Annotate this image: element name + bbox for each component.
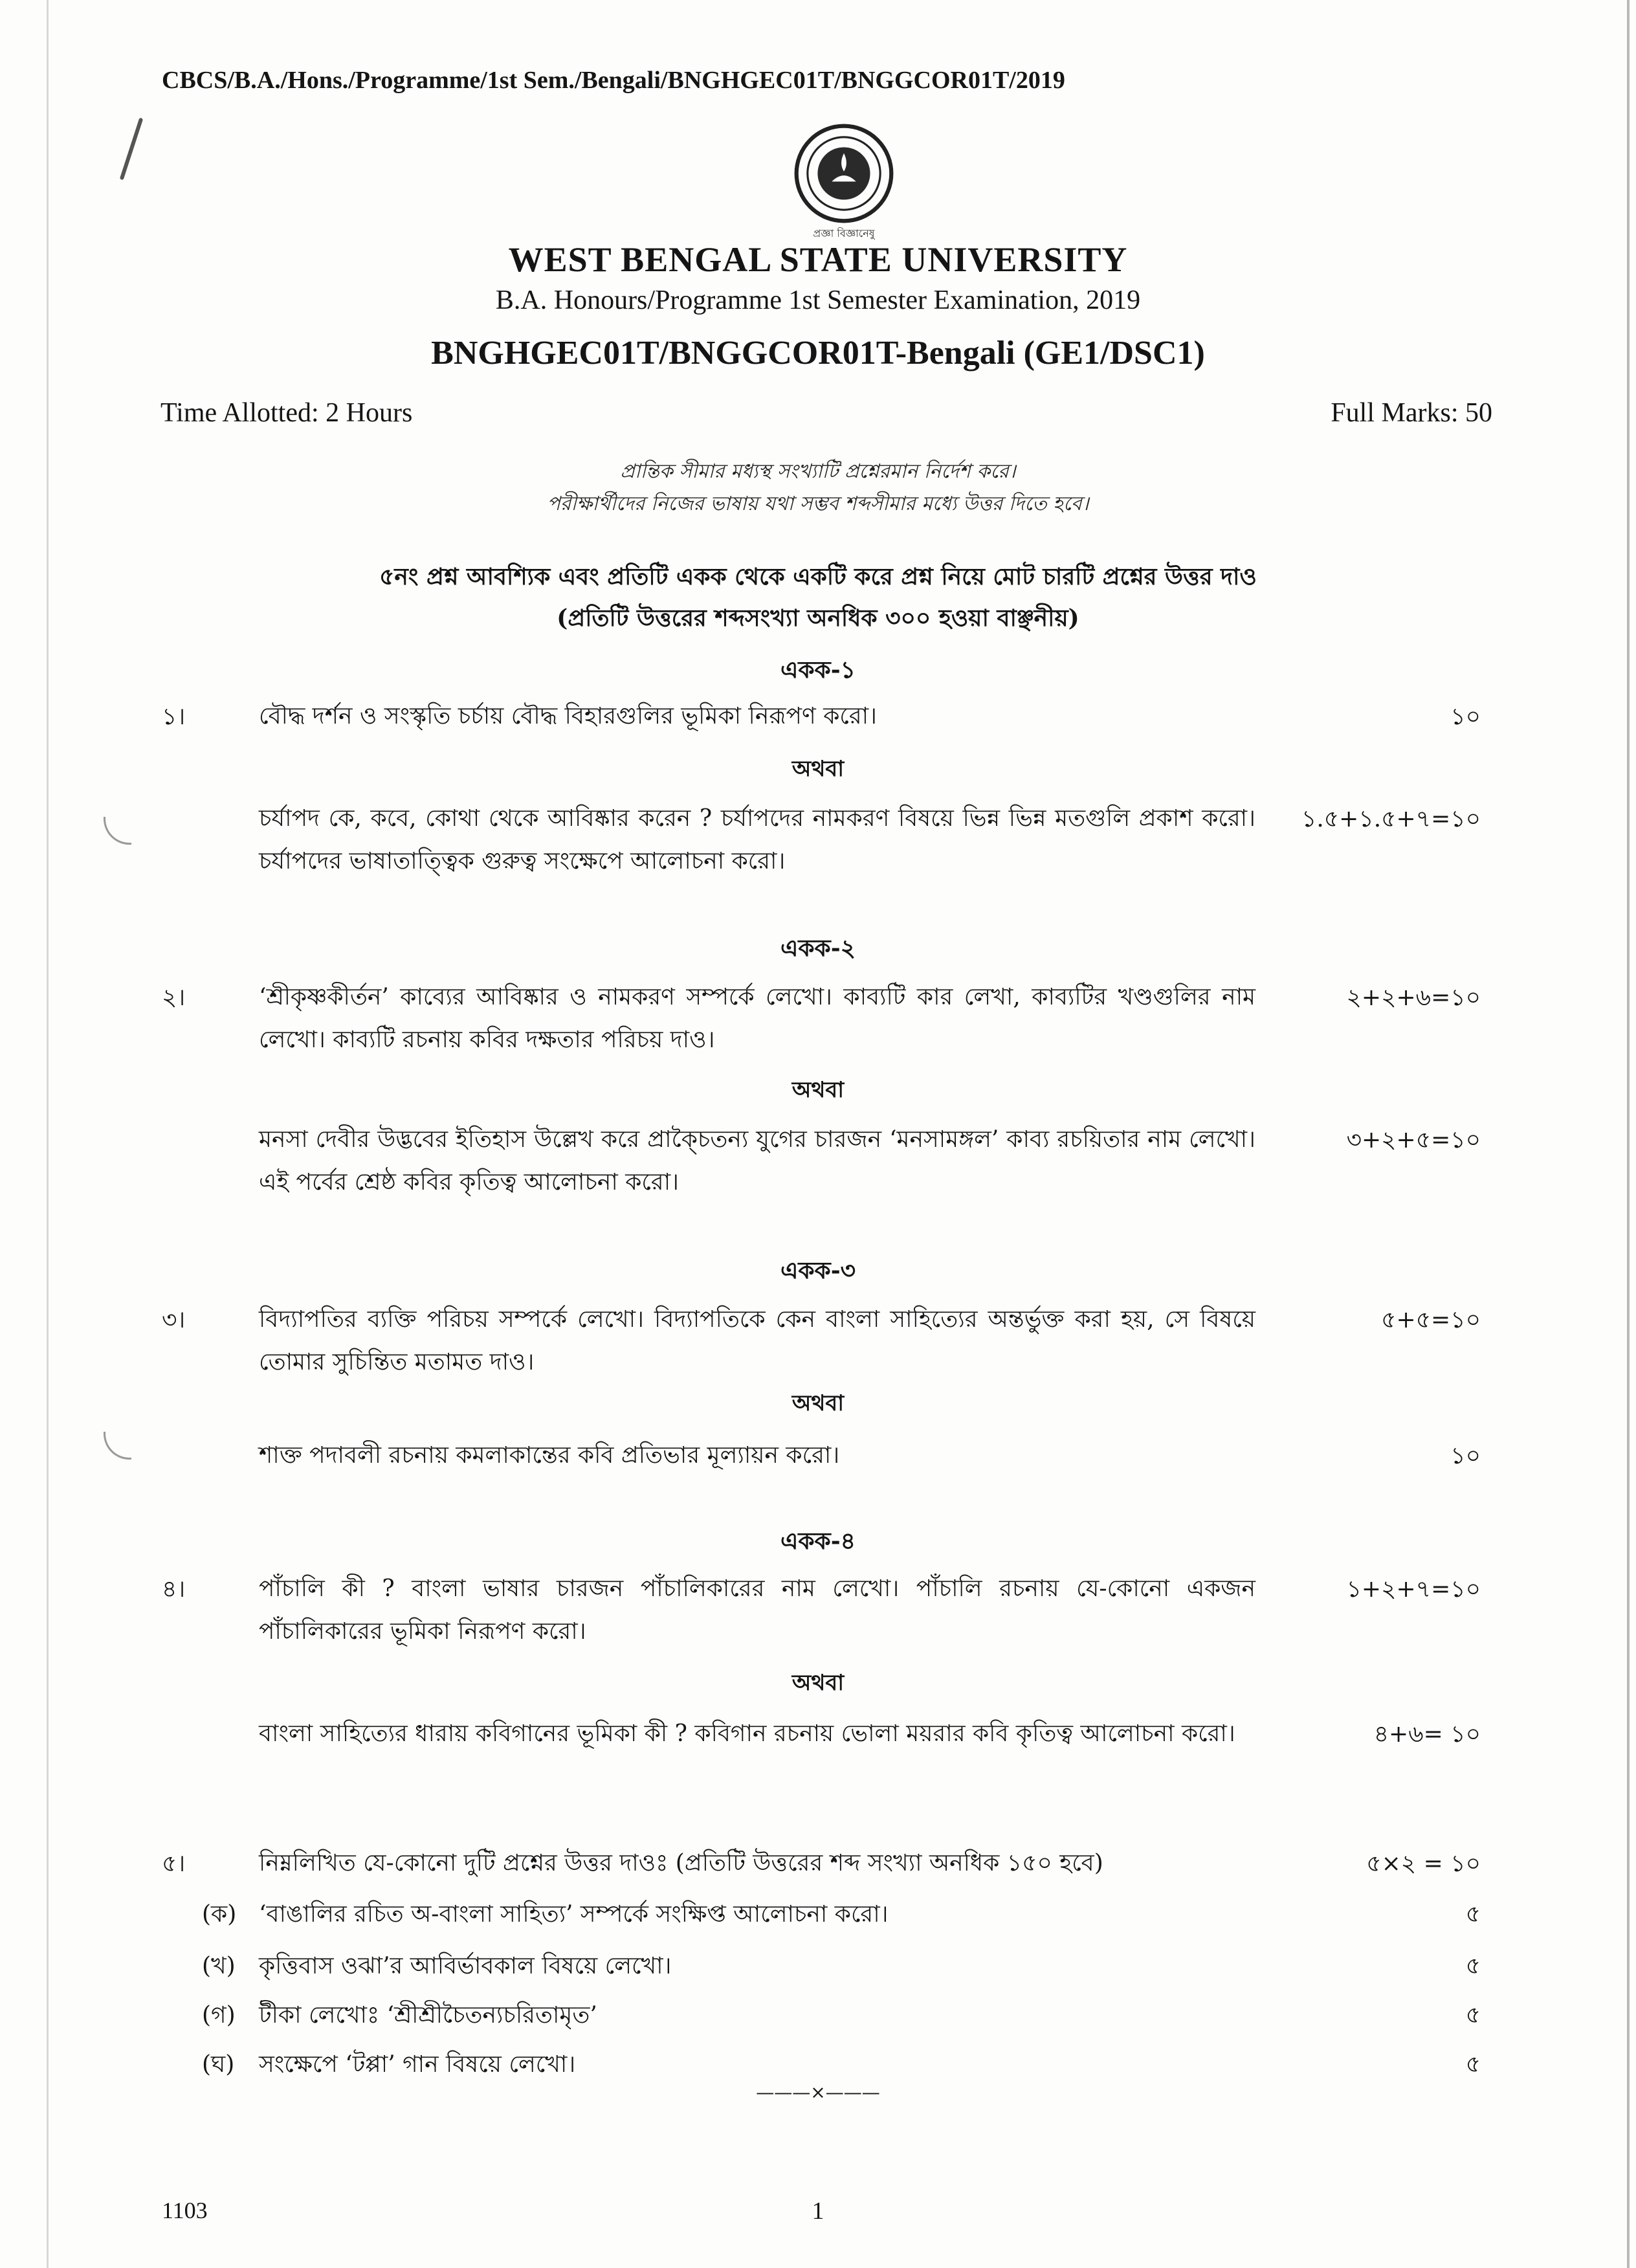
sub-question-label: (গ)	[202, 2002, 236, 2029]
question-number: ৪।	[162, 1576, 186, 1603]
question-marks: ১+২+৭=১০	[1346, 1576, 1481, 1603]
question-text: বৌদ্ধ দর্শন ও সংস্কৃতি চর্চায় বৌদ্ধ বিহারগুলির ভূমিকা নিরূপণ করো।	[259, 703, 877, 729]
university-logo-icon	[793, 123, 894, 224]
question-text: পাঁচালি কী ? বাংলা ভাষার চারজন পাঁচালিকারের নাম লেখো। পাঁচালি রচনায় যে-কোনো একজন পাঁচালিকারের ভূমিকা নিরূপণ করো।	[259, 1575, 1255, 1645]
question-text: চর্যাপদ কে, কবে, কোথা থেকে আবিষ্কার করেন ? চর্যাপদের নামকরণ বিষয়ে ভিন্ন ভিন্ন মতগুলি প্রকাশ করো। চর্যাপদের ভাষাতাত্ত্বিক গুরুত্ব সংক্ষেপে আলোচনা করো।	[259, 805, 1255, 874]
question-text: শাক্ত পদাবলী রচনায় কমলাকান্তের কবি প্রতিভার মূল্যায়ন করো।	[259, 1442, 840, 1469]
end-mark: ———×———	[756, 2082, 880, 2103]
question-number: ৩।	[162, 1307, 186, 1333]
or-label: অথবা	[791, 1670, 845, 1696]
question-number: ৫।	[162, 1851, 186, 1877]
page-number: 1	[812, 2197, 824, 2225]
question-marks: ১০	[1450, 1443, 1481, 1469]
sub-question-text: ‘বাঙালির রচিত অ-বাংলা সাহিত্য’ সম্পর্কে সংক্ষিপ্ত আলোচনা করো।	[259, 1901, 889, 1928]
sub-question-label: (ক)	[202, 1901, 237, 1928]
unit-title: একক-১	[780, 656, 856, 684]
or-label: অথবা	[791, 756, 845, 782]
sub-question-mark: ৫	[1465, 2051, 1481, 2078]
question-text: নিম্নলিখিত যে-কোনো দুটি প্রশ্নের উত্তর দাওঃ (প্রতিটি উত্তরের শব্দ সংখ্যা অনধিক ১৫০ হবে)	[259, 1850, 1103, 1876]
question-marks: ৫+৫=১০	[1381, 1307, 1481, 1333]
question-text: বাংলা সাহিত্যের ধারায় কবিগানের ভূমিকা কী ? কবিগান রচনায় ভোলা ময়রার কবি কৃতিত্ব আলোচনা করো।	[259, 1720, 1235, 1747]
instruction-line-1: প্রান্তিক সীমার মধ্যস্থ সংখ্যাটি প্রশ্নেরমান নির্দেশ করে।	[620, 460, 1016, 483]
or-label: অথবা	[791, 1077, 845, 1103]
paper-code: BNGHGEC01T/BNGGCOR01T-Bengali (GE1/DSC1)	[431, 335, 1205, 372]
sub-question-mark: ৫	[1465, 2002, 1481, 2029]
sub-question-text: টীকা লেখোঃ ‘শ্রীশ্রীচৈতন্যচরিতামৃত’	[259, 2002, 597, 2029]
question-marks: ২+২+৬=১০	[1346, 984, 1481, 1011]
question-text: ‘শ্রীকৃষ্ণকীর্তন’ কাব্যের আবিষ্কার ও নামকরণ সম্পর্কে লেখো। কাব্যটি কার লেখা, কাব্যটির খণ্ডগুলির নাম লেখো। কাব্যটি রচনায় কবির দক্ষতার পরিচয় দাও।	[259, 984, 1255, 1053]
question-text: মনসা দেবীর উদ্ভবের ইতিহাস উল্লেখ করে প্রাক্চৈতন্য যুগের চারজন ‘মনসামঙ্গল’ কাব্য রচয়িতার নাম লেখো। এই পর্বের শ্রেষ্ঠ কবির কৃতিত্ব আলোচনা করো।	[259, 1126, 1255, 1195]
unit-title: একক-২	[780, 935, 856, 962]
question-marks: ১০	[1450, 704, 1481, 730]
question-marks: ৪+৬= ১০	[1373, 1721, 1481, 1748]
time-allotted: Time Allotted: 2 Hours	[160, 398, 413, 428]
punch-hole-mark	[104, 1432, 131, 1460]
question-number: ১।	[162, 704, 186, 730]
sub-question-mark: ৫	[1465, 1901, 1481, 1928]
question-marks: ৩+২+৫=১০	[1346, 1127, 1481, 1153]
document-number: 1103	[162, 2197, 208, 2223]
sub-question-mark: ৫	[1465, 1953, 1481, 1979]
logo-motto: প্রজ্ঞা বিজ্ঞানেষু	[813, 227, 875, 239]
pen-tick-mark	[120, 118, 144, 181]
sub-question-text: কৃত্তিবাস ওঝা’র আবির্ভাবকাল বিষয়ে লেখো।	[259, 1953, 672, 1979]
full-marks: Full Marks: 50	[1331, 398, 1492, 428]
punch-hole-mark	[104, 817, 131, 845]
sub-question-label: (খ)	[202, 1953, 236, 1979]
question-marks: ৫×২ = ১০	[1366, 1851, 1481, 1877]
unit-title: একক-৩	[780, 1257, 856, 1284]
question-text: বিদ্যাপতির ব্যক্তি পরিচয় সম্পর্কে লেখো। বিদ্যাপতিকে কেন বাংলা সাহিত্যের অন্তর্ভুক্ত করা হয়, সে বিষয়ে তোমার সুচিন্তিত মতামত দাও।	[259, 1306, 1255, 1375]
question-number: ২।	[162, 984, 186, 1011]
sub-question-text: সংক্ষেপে ‘টপ্পা’ গান বিষয়ে লেখো।	[259, 2051, 576, 2078]
instruction-line-2: পরীক্ষার্থীদের নিজের ভাষায় যথা সম্ভব শব্দসীমার মধ্যে উত্তর দিতে হবে।	[547, 493, 1089, 515]
sub-question-label: (ঘ)	[202, 2051, 235, 2078]
word-limit-note: (প্রতিটি উত্তরের শব্দসংখ্যা অনধিক ৩০০ হওয়া বাঞ্ছনীয়)	[557, 605, 1079, 632]
or-label: অথবা	[791, 1390, 845, 1416]
main-instruction: ৫নং প্রশ্ন আবশ্যিক এবং প্রতিটি একক থেকে একটি করে প্রশ্ন নিয়ে মোট চারটি প্রশ্নের উত্তর দাও	[379, 563, 1257, 590]
exam-title: B.A. Honours/Programme 1st Semester Examination, 2019	[495, 285, 1141, 315]
unit-title: একক-৪	[780, 1528, 856, 1555]
university-name: WEST BENGAL STATE UNIVERSITY	[508, 240, 1128, 279]
course-code: CBCS/B.A./Hons./Programme/1st Sem./Bengali/BNGHGEC01T/BNGGCOR01T/2019	[162, 67, 1065, 94]
question-marks: ১.৫+১.৫+৭=১০	[1301, 806, 1481, 832]
